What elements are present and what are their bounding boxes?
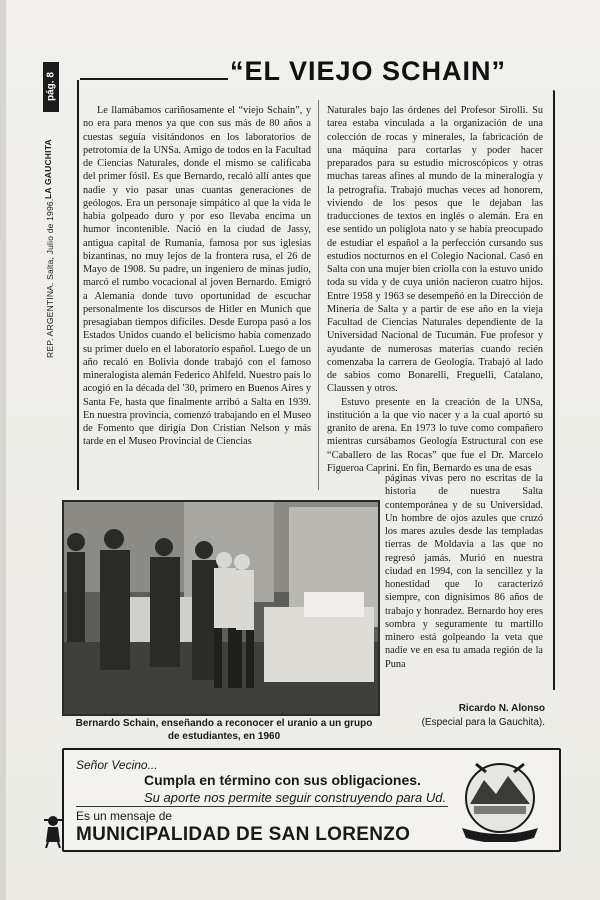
paragraph: Estuvo presente en la creación de la UNSa, institución a la que vio nacer y a la cual aportó su granito de arena. En 1973 lo tuve como compañero mientras cursábamos Geología Estructural con ese “Caballero de las Rocas” que fue el Dr. Marcelo Figueroa Caprini. En fin, Bernardo es una de esas <box>327 396 543 474</box>
author-name: Ricardo N. Alonso <box>458 703 545 714</box>
page-edge <box>0 0 6 900</box>
article-column-3 <box>385 472 543 671</box>
ad-divider <box>76 806 448 807</box>
issue-info: REP. ARGENTINA. Salta, Julio de 1996. <box>45 198 55 358</box>
photo-caption: Bernardo Schain, enseñando a reconocer el uranio a un grupo de estudiantes, en 1960 <box>75 718 373 742</box>
publication-caption <box>42 128 58 358</box>
ad-municipality: MUNICIPALIDAD DE SAN LORENZO <box>76 824 411 845</box>
publication-name: LA GAUCHITA <box>43 138 53 199</box>
article-column-2 <box>327 104 543 475</box>
article-frame-left <box>77 80 79 490</box>
article-column-1 <box>83 104 311 449</box>
ad-headline: Cumpla en término con sus obligaciones. <box>144 772 421 788</box>
article-frame-right <box>553 90 555 690</box>
byline <box>420 703 545 728</box>
title-rule <box>80 78 228 80</box>
paragraph: Le llamábamos cariñosamente el “viejo Schain”, y no era para menos ya que con sus más de 80 años a cuestas seguía visitándonos en los laboratorios de petrotomía de la UNSa. Amigo de todos en la Facultad de Ciencias Naturales, donde el mismo se calificaba del primer fósil. Es que Bernardo, recaló allí antes que nadie y vio pasar unas cuantas generaciones de geólogos. Era un personaje simpático al que la vida le había golpeado duro y por eso llevaba encima un humor incontenible. Nació en la ciudad de Jassy, antigua capital de Rumania, famosa por sus iglesias bizantinas, no muy lejos de la frontera rusa, el 26 de Mayo de 1908. Su padre, un ingeniero de minas judío, marcó el rumbo vocacional al joven Bernardo. Emigró a Alemania donde tuvo oportunidad de escuchar personalmente los discursos de Hitler en Munich que presagiaban tiempos difíciles. Desde Europa pasó a los Estados Unidos cuando el belicismo había comenzado su primer duelo en el laboratorio español. Luego de un año recaló en Bolivia donde trabajó con el famoso mineralogista alemán Federico Ahlfeld. Nuestro país lo acogió en la década del '30, primero en Buenos Aires y Santa Fe, hasta que finalmente arribó a Salta en 1939. En nuestra provincia, comenzó trabajando en el Museo de Fomento que dirigía Don Cristian Nelson y más tarde en el Museo Provincial de Ciencias <box>83 105 311 448</box>
municipal-ad <box>62 748 561 852</box>
article-photo <box>62 500 380 716</box>
author-note: (Especial para la Gauchita). <box>421 717 545 728</box>
municipal-crest-icon <box>456 758 544 842</box>
ad-subline: Su aporte nos permite seguir construyendo para Ud. <box>144 790 447 805</box>
article-title: “EL VIEJO SCHAIN” <box>230 56 507 86</box>
ad-message: Es un mensaje de <box>76 809 173 823</box>
photo-illustration <box>64 502 378 714</box>
paragraph: páginas vivas pero no escritas de la historia de nuestra Salta contemporánea y de su Universidad. Un hombre de ojos azules que cruzó los mares azules desde las templadas tierras de Moldavia a las que no regresó jamás. Murió en nuestra ciudad en 1994, con la sencillez y la honestidad que lo caracterizó siempre, con dignísimos 86 años de trabajo y honradez. Bernardo hoy eres sombra y seguramente tu martillo minero está golpeando la veta que nadie ve en esa tu amada región de la Puna <box>385 473 543 670</box>
column-divider <box>318 100 319 490</box>
paragraph: Naturales bajo las órdenes del Profesor Sirolli. Su tarea estaba vinculada a la organización de una colección de rocas y minerales, la fabricación de una máquina para cortarlas y poder hacer preparados para su estudio microscópicos y otras muchas tareas afines al mundo de la mineralogía y la petrografía. Trabajó muchas veces ad honorem, viviendo de los pesos que le dejaban las traducciones de textos en inglés o alemán. Era en ese sentido un políglota nato y se había preocupado de estudiar el español a la perfección cursando sus estudios nocturnos en el Colegio Nacional. Casó en Salta con una mujer bien criolla con la estuvo unido toda su vida y de cuya unión nacieron cuatro hijos. Entre 1958 y 1963 se desempeñó en la Dirección de Minería de Salta y a partir de ese año en la vieja Facultad de Ciencias Naturales dependiente de la Universidad Nacional de Tucumán. Fue profesor y ayudante de numerosas materias cuando recién comenzaba la carrera de Geología. Trabajó al lado de sabios como Bonarelli, Freguelli, Catalano, Claussen y otros. <box>327 105 543 395</box>
gaucho-mascot-icon <box>40 812 66 848</box>
ad-intro: Señor Vecino... <box>76 758 158 772</box>
page-number-tab: pág. 8 <box>43 62 59 112</box>
